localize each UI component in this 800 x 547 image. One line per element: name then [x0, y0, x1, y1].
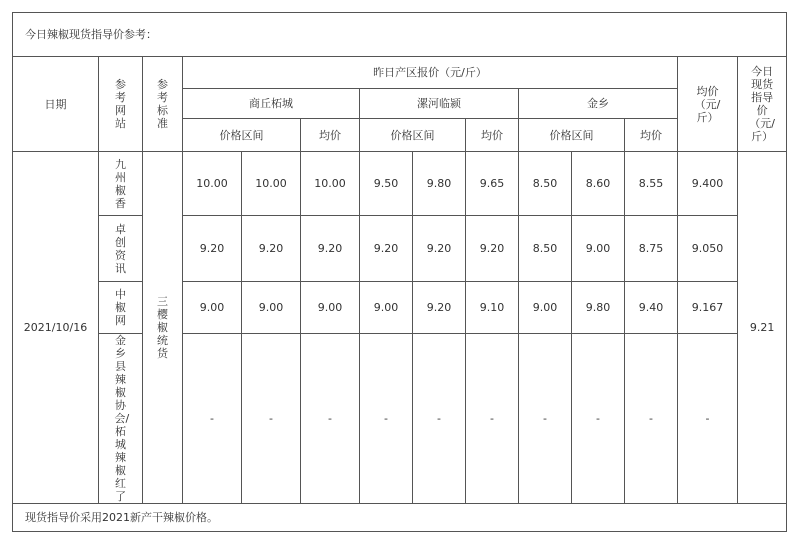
price-cell: 9.00 — [519, 282, 572, 334]
price-cell: 9.20 — [301, 216, 360, 282]
avg-cell: 9.400 — [678, 152, 738, 216]
price-cell: 9.00 — [242, 282, 301, 334]
table-row — [13, 334, 787, 504]
price-cell: 9.20 — [242, 216, 301, 282]
price-cell: 9.20 — [360, 216, 413, 282]
price-cell: - — [625, 334, 678, 504]
site-cell: 金乡县辣椒协会/柘城辣椒红了 — [99, 334, 143, 504]
price-cell: - — [572, 334, 625, 504]
price-cell: 8.50 — [519, 216, 572, 282]
avg-cell: 9.167 — [678, 282, 738, 334]
price-cell: 9.50 — [360, 152, 413, 216]
today-price-cell: 9.21 — [738, 152, 787, 504]
price-cell: - — [413, 334, 466, 504]
price-cell: 9.00 — [301, 282, 360, 334]
price-cell: 9.20 — [413, 282, 466, 334]
avg-cell: - — [678, 334, 738, 504]
header-range-2: 价格区间 — [360, 119, 466, 152]
header-range-3: 价格区间 — [519, 119, 625, 152]
price-cell: - — [519, 334, 572, 504]
header-today-price: 今日现货指导价（元/斤） — [738, 57, 787, 152]
price-cell: 8.60 — [572, 152, 625, 216]
price-cell: - — [360, 334, 413, 504]
price-table — [12, 12, 787, 532]
header-region-shangqiu: 商丘柘城 — [183, 89, 360, 119]
price-cell: - — [466, 334, 519, 504]
price-cell: 9.40 — [625, 282, 678, 334]
price-cell: 9.20 — [413, 216, 466, 282]
table-row — [13, 152, 787, 216]
table-row — [13, 282, 787, 334]
price-cell: - — [242, 334, 301, 504]
intro-text: 今日辣椒现货指导价参考： — [13, 13, 787, 57]
date-cell: 2021/10/16 — [13, 152, 99, 504]
price-cell: 9.00 — [183, 282, 242, 334]
standard-cell: 三樱椒统货 — [143, 152, 183, 504]
price-cell: 8.75 — [625, 216, 678, 282]
price-cell: 9.20 — [466, 216, 519, 282]
avg-cell: 9.050 — [678, 216, 738, 282]
site-cell: 中椒网 — [99, 282, 143, 334]
footer-note: 现货指导价采用2021新产干辣椒价格。 — [13, 504, 787, 532]
price-cell: 9.65 — [466, 152, 519, 216]
price-cell: 9.80 — [413, 152, 466, 216]
header-yesterday-quote: 昨日产区报价（元/斤） — [183, 57, 678, 89]
header-site: 参考网站 — [99, 57, 143, 152]
header-region-jinxiang: 金乡 — [519, 89, 678, 119]
site-cell: 九州椒香 — [99, 152, 143, 216]
price-cell: 8.55 — [625, 152, 678, 216]
header-avg-1: 均价 — [301, 119, 360, 152]
header-standard: 参考标准 — [143, 57, 183, 152]
site-cell: 卓创资讯 — [99, 216, 143, 282]
header-overall-avg: 均价（元/斤） — [678, 57, 738, 152]
table-row — [13, 216, 787, 282]
header-range-1: 价格区间 — [183, 119, 301, 152]
price-cell: 8.50 — [519, 152, 572, 216]
price-cell: 10.00 — [183, 152, 242, 216]
price-cell: 9.10 — [466, 282, 519, 334]
header-region-luohe: 漯河临颍 — [360, 89, 519, 119]
price-cell: 9.00 — [572, 216, 625, 282]
price-cell: - — [301, 334, 360, 504]
price-cell: 9.20 — [183, 216, 242, 282]
price-cell: 10.00 — [242, 152, 301, 216]
price-cell: - — [183, 334, 242, 504]
price-cell: 10.00 — [301, 152, 360, 216]
price-cell: 9.00 — [360, 282, 413, 334]
header-avg-2: 均价 — [466, 119, 519, 152]
header-date: 日期 — [13, 57, 99, 152]
header-avg-3: 均价 — [625, 119, 678, 152]
price-cell: 9.80 — [572, 282, 625, 334]
